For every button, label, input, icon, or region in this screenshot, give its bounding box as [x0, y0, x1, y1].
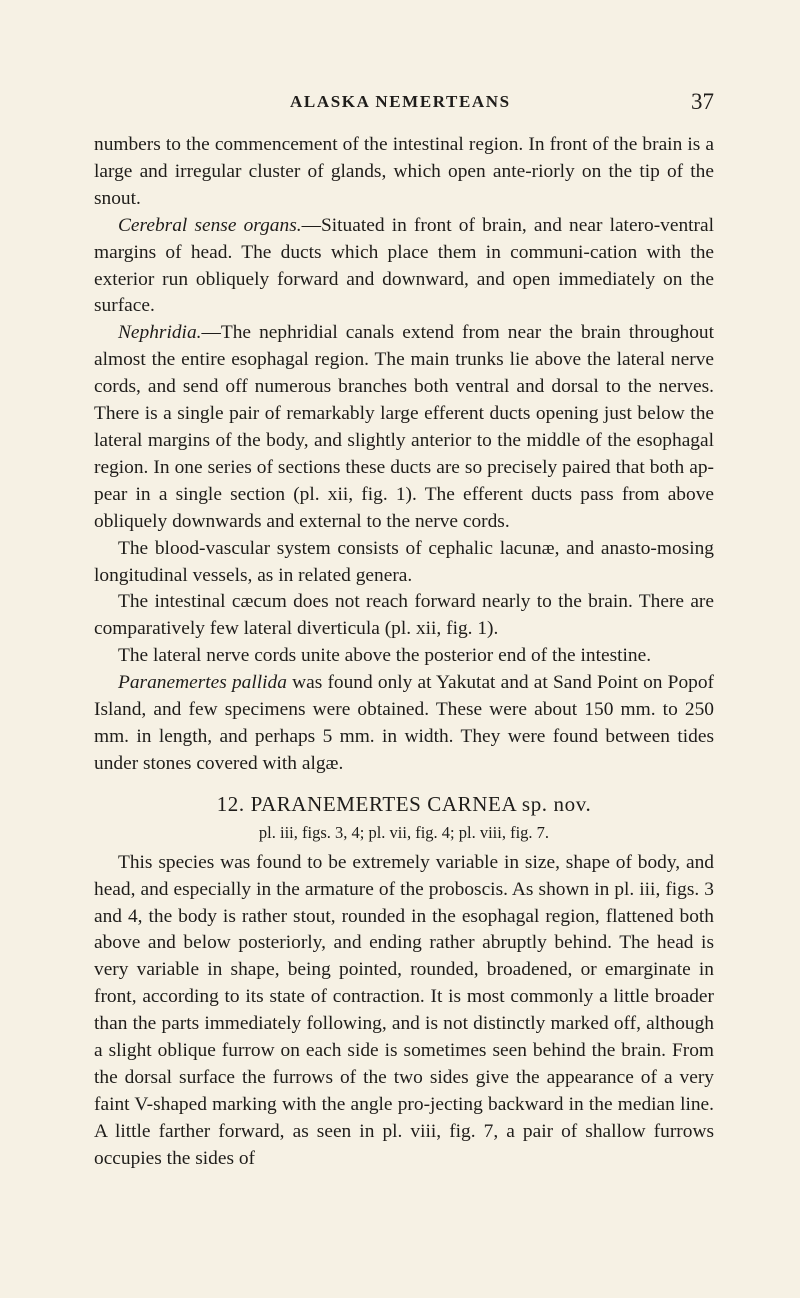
running-title: ALASKA NEMERTEANS — [290, 92, 511, 111]
paragraph-intestinal-caecum: The intestinal cæcum does not reach forward nearly to the brain. There are comparatively few lateral diverticula (pl. xii, fig. 1). — [94, 591, 714, 640]
paragraph-nephridia — [94, 320, 714, 535]
section-title: 12. PARANEMERTES CARNEA sp. nov. — [216, 791, 592, 816]
paragraph-lateral-nerve-cords: The lateral nerve cords unite above the posterior end of the intestine. — [118, 645, 652, 667]
paragraph-species-description: This species was found to be extremely variable in size, shape of body, and head, and especially in the armature of the proboscis. As shown in pl. iii, figs. 3 and 4, the body is rather stout, rounded in the esophagal region, flattened both above and below posteriorly, and ending rather abruptly behind. The head is very variable in shape, being pointed, rounded, broadened, or emarginate in front, according to its state of contraction. It is most commonly a little broader than the parts immediately following, and is not distinctly marked off, although a slight oblique furrow on each side is sometimes seen behind the brain. From the dorsal surface the furrows of the two sides give the appearance of a very faint V-shaped marking with the angle pro-jecting backward in the median line. A little farther forward, as seen in pl. viii, fig. 7, a pair of shallow furrows occupies the sides of — [94, 851, 714, 1169]
text-cerebral-sense-organs: —Situated in front of brain, and near latero-ventral margins of head. The ducts which place them in communi-cation with the exterior run obliquely forward and downward, and open immediately on the surface. — [94, 214, 714, 317]
paragraph-paranemertes-pallida — [94, 670, 714, 778]
paragraph-cerebral-sense-organs — [94, 213, 714, 321]
text-nephridia: —The nephridial canals extend from near the brain throughout almost the entire esophagal region. The main trunks lie above the lateral nerve cords, and send off numerous branches both ventral and dorsal to the nerves. There is a single pair of remarkably large efferent ducts opening just below the lateral margins of the body, and slightly anterior to the middle of the esophagal region. In one series of sections these ducts are so precisely paired that both ap-pear in a single section (pl. xii, fig. 1). The efferent ducts pass from above obliquely downwards and external to the nerve cords. — [94, 322, 714, 532]
text-paranemertes-pallida: was found only at Yakutat and at Sand Point on Popof Island, and few specimens were obtained. These were about 150 mm. to 250 mm. in length, and perhaps 5 mm. in width. They were found between tides under stones covered with algæ. — [94, 672, 714, 774]
page-header — [94, 89, 714, 132]
heading-nephridia: Nephridia. — [118, 322, 202, 344]
paragraph-intro: numbers to the commencement of the intestinal region. In front of the brain is a large and irregular cluster of glands, which open ante-riorly on the tip of the snout. — [94, 134, 714, 209]
page-number: 37 — [691, 89, 714, 114]
paragraph-blood-vascular: The blood-vascular system consists of cephalic lacunæ, and anasto-mosing longitudinal vessels, as in related genera. — [94, 537, 714, 586]
plate-references: pl. iii, figs. 3, 4; pl. vii, fig. 4; pl. viii, fig. 7. — [258, 822, 550, 842]
heading-cerebral-sense-organs: Cerebral sense organs. — [118, 214, 302, 236]
species-name-pallida: Paranemertes pallida — [118, 672, 287, 694]
